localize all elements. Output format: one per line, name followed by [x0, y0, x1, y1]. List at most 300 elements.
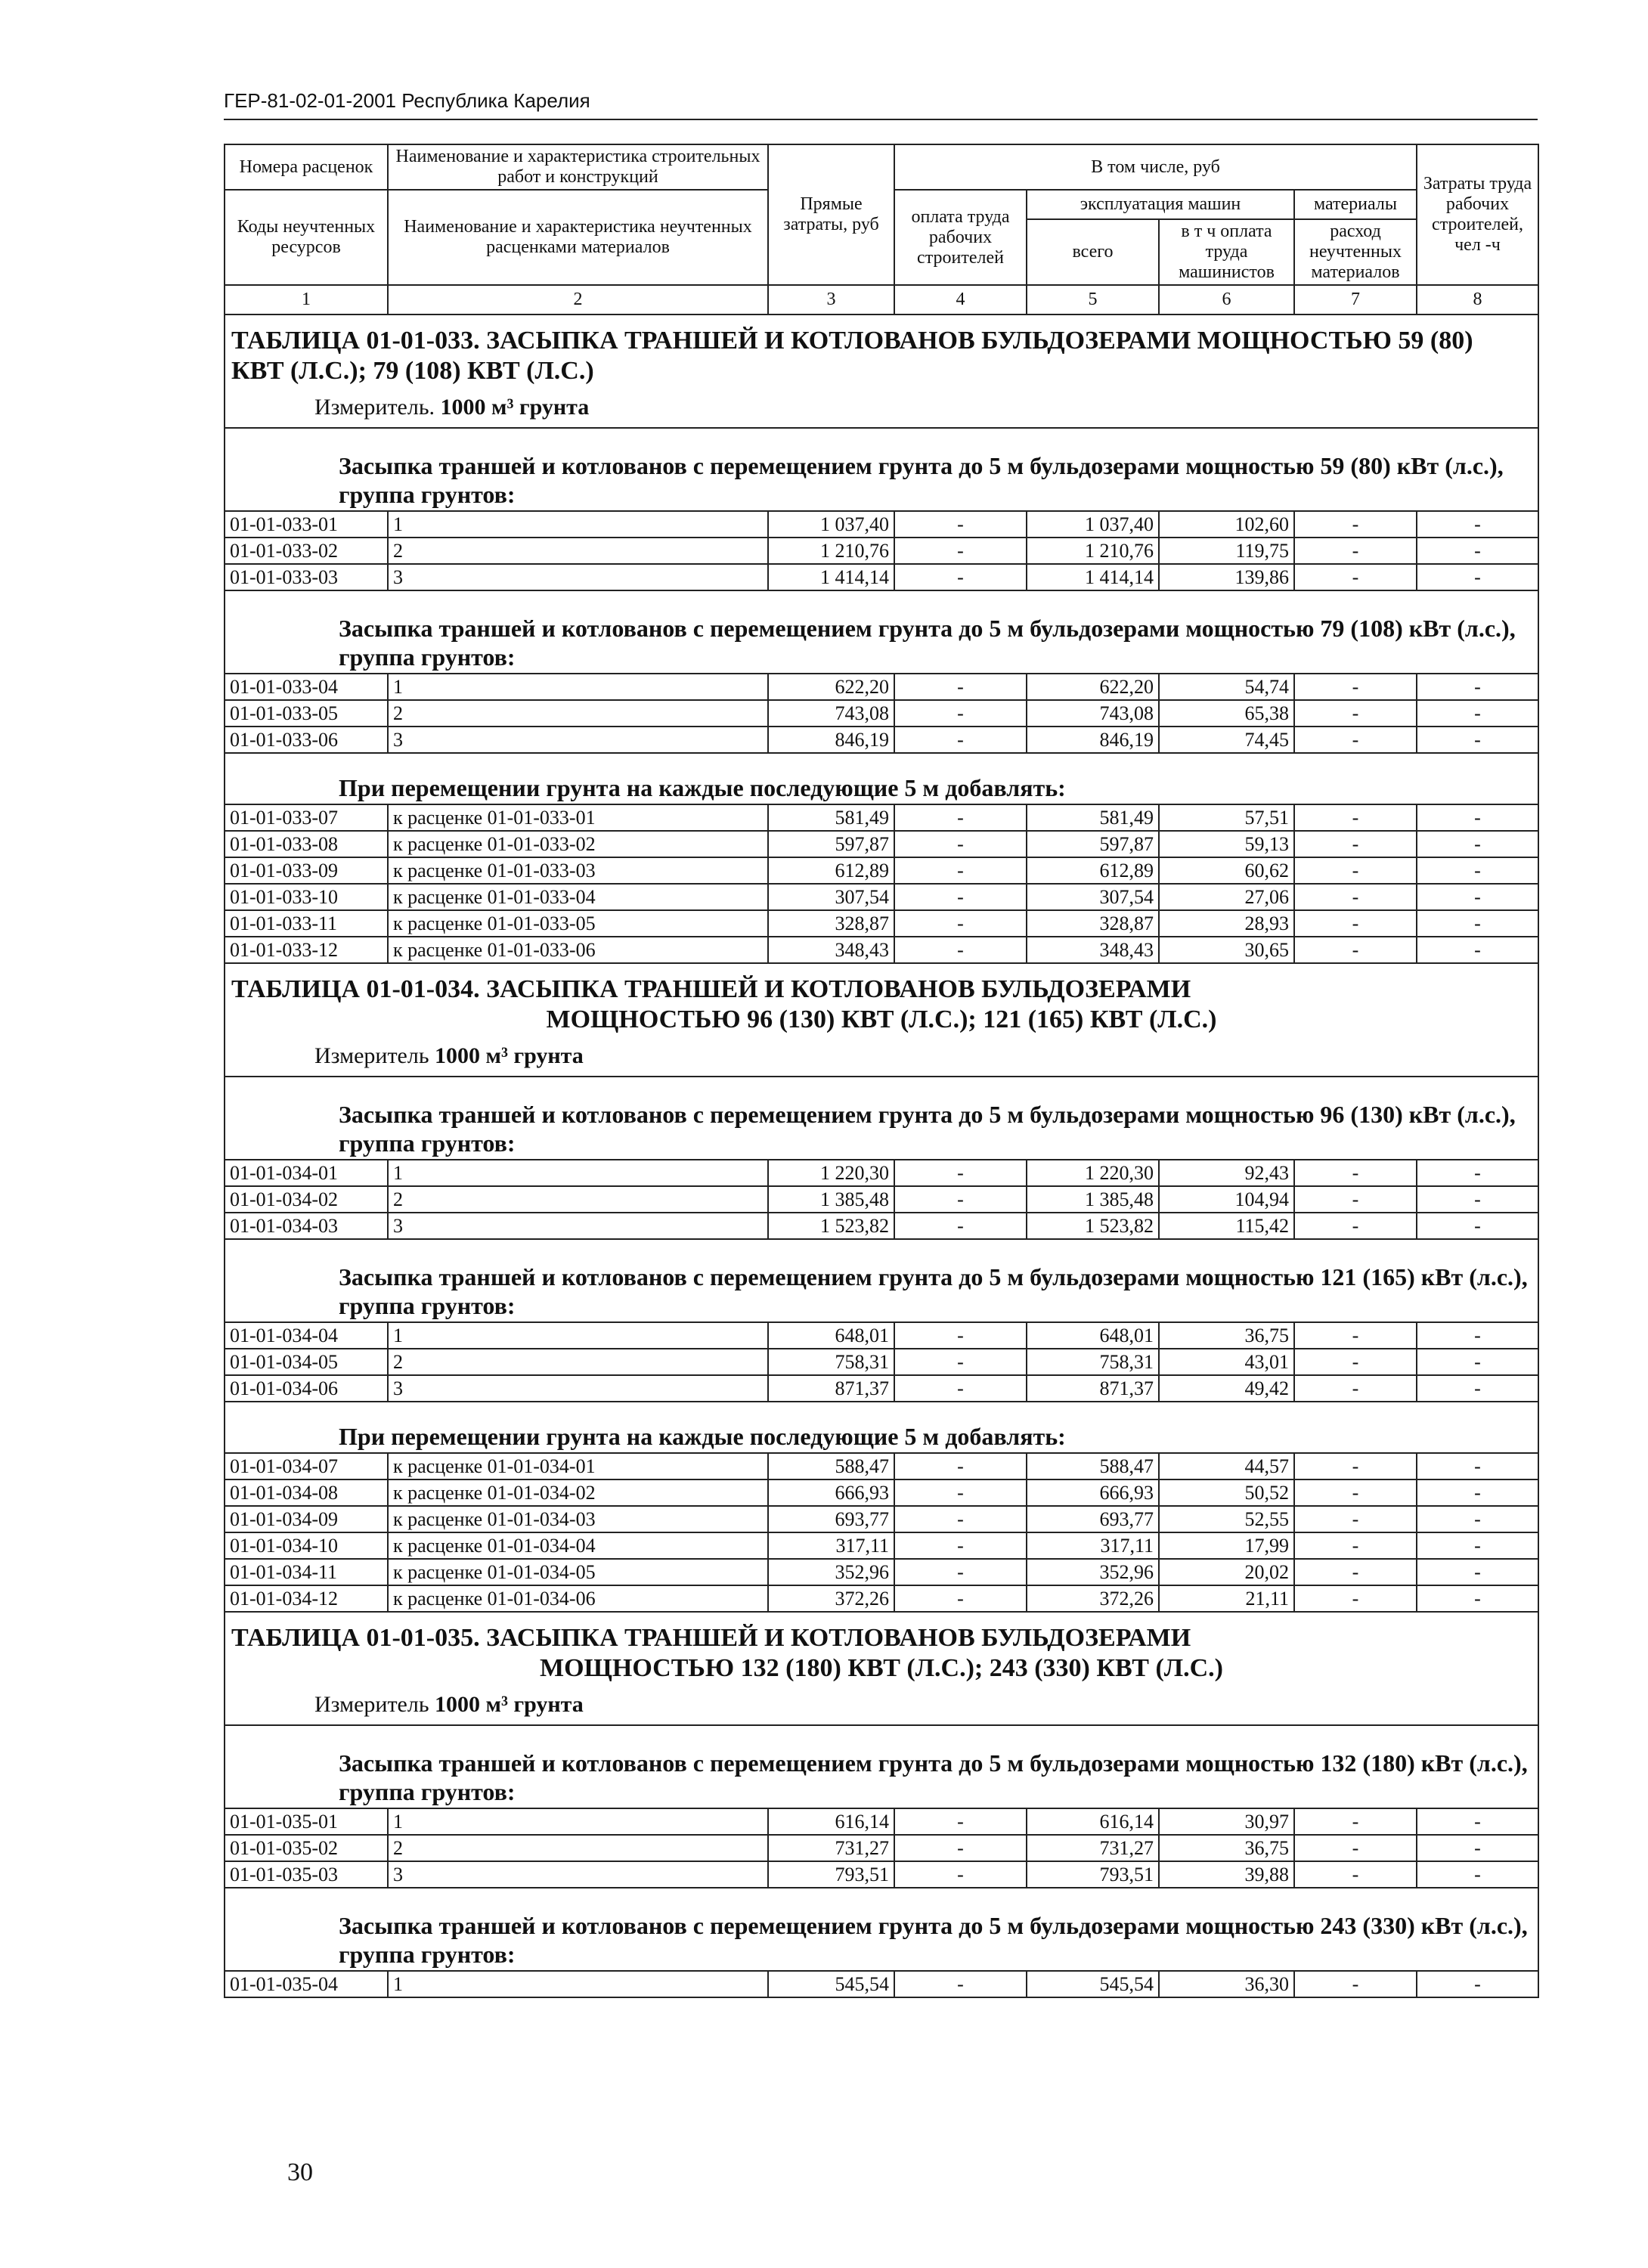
materials-cell: -: [1294, 1186, 1417, 1213]
table-row: [225, 1453, 1538, 1479]
operators-cost-cell: 139,86: [1159, 564, 1294, 590]
table-row: [225, 1506, 1538, 1532]
operators-cost-cell: 52,55: [1159, 1506, 1294, 1532]
rate-code-cell: 01-01-033-01: [225, 511, 388, 538]
table-row: [225, 1532, 1538, 1559]
materials-cell: -: [1294, 1971, 1417, 1997]
machines-cost-cell: 588,47: [1027, 1453, 1159, 1479]
labor-hours-cell: -: [1417, 1160, 1538, 1186]
table-row: [225, 1861, 1538, 1888]
table-row: [225, 727, 1538, 753]
machines-cost-cell: 648,01: [1027, 1322, 1159, 1349]
machines-cost-cell: 307,54: [1027, 884, 1159, 910]
rate-name-cell: 2: [388, 1835, 768, 1861]
machines-cost-cell: 597,87: [1027, 831, 1159, 857]
labor-cost-cell: -: [894, 564, 1027, 590]
direct-cost-cell: 588,47: [768, 1453, 894, 1479]
rate-code-cell: 01-01-034-11: [225, 1559, 388, 1585]
direct-cost-cell: 648,01: [768, 1322, 894, 1349]
direct-cost-cell: 1 210,76: [768, 538, 894, 564]
machines-cost-cell: 1 037,40: [1027, 511, 1159, 538]
rate-code-cell: 01-01-034-04: [225, 1322, 388, 1349]
section-heading: Засыпка траншей и котлованов с перемещением грунта до 5 м бульдозерами мощностью 79 (108) кВт (л.с.), группа грунтов:: [225, 590, 1538, 674]
materials-cell: -: [1294, 1349, 1417, 1375]
labor-cost-cell: -: [894, 1559, 1027, 1585]
materials-cell: -: [1294, 564, 1417, 590]
measure-line: [231, 1690, 1532, 1720]
table-row: [225, 1375, 1538, 1402]
table-row: [225, 857, 1538, 884]
section-heading-row: [225, 1402, 1538, 1453]
rate-code-cell: 01-01-034-08: [225, 1479, 388, 1506]
labor-cost-cell: -: [894, 937, 1027, 963]
labor-cost-cell: -: [894, 1186, 1027, 1213]
rate-code-cell: 01-01-034-10: [225, 1532, 388, 1559]
direct-cost-cell: 1 523,82: [768, 1213, 894, 1239]
table-title-row: [225, 963, 1538, 1077]
labor-hours-cell: -: [1417, 804, 1538, 831]
materials-cell: -: [1294, 1453, 1417, 1479]
labor-hours-cell: -: [1417, 1506, 1538, 1532]
measure-line: [231, 392, 1532, 423]
header-group-total: В том числе, руб: [894, 144, 1417, 190]
measure-label: Измеритель: [314, 1043, 429, 1068]
col-number: 6: [1159, 285, 1294, 314]
materials-cell: -: [1294, 1835, 1417, 1861]
rate-code-cell: 01-01-035-02: [225, 1835, 388, 1861]
header-col4: оплата труда рабочих строителей: [894, 190, 1027, 285]
section-heading: При перемещении грунта на каждые последующие 5 м добавлять:: [225, 753, 1538, 804]
operators-cost-cell: 30,97: [1159, 1808, 1294, 1835]
materials-cell: -: [1294, 1585, 1417, 1612]
operators-cost-cell: 65,38: [1159, 700, 1294, 727]
rate-name-cell: к расценке 01-01-033-06: [388, 937, 768, 963]
rate-code-cell: 01-01-033-10: [225, 884, 388, 910]
rate-code-cell: 01-01-034-05: [225, 1349, 388, 1375]
rate-name-cell: к расценке 01-01-033-02: [388, 831, 768, 857]
rate-code-cell: 01-01-035-04: [225, 1971, 388, 1997]
labor-cost-cell: -: [894, 884, 1027, 910]
machines-cost-cell: 545,54: [1027, 1971, 1159, 1997]
rate-code-cell: 01-01-033-11: [225, 910, 388, 937]
operators-cost-cell: 36,75: [1159, 1322, 1294, 1349]
machines-cost-cell: 871,37: [1027, 1375, 1159, 1402]
labor-hours-cell: -: [1417, 1453, 1538, 1479]
table-title-row: [225, 314, 1538, 428]
direct-cost-cell: 731,27: [768, 1835, 894, 1861]
labor-hours-cell: -: [1417, 910, 1538, 937]
labor-hours-cell: -: [1417, 674, 1538, 700]
rate-name-cell: 2: [388, 538, 768, 564]
header-group-materials: материалы: [1294, 190, 1417, 219]
machines-cost-cell: 793,51: [1027, 1861, 1159, 1888]
direct-cost-cell: 1 220,30: [768, 1160, 894, 1186]
labor-cost-cell: -: [894, 804, 1027, 831]
section-heading: Засыпка траншей и котлованов с перемещением грунта до 5 м бульдозерами мощностью 96 (130) кВт (л.с.), группа грунтов:: [225, 1077, 1538, 1160]
materials-cell: -: [1294, 1160, 1417, 1186]
operators-cost-cell: 36,30: [1159, 1971, 1294, 1997]
header-rule: [224, 119, 1538, 120]
table-title: [225, 314, 1538, 428]
labor-hours-cell: -: [1417, 1971, 1538, 1997]
rate-name-cell: 1: [388, 511, 768, 538]
rate-code-cell: 01-01-034-07: [225, 1453, 388, 1479]
direct-cost-cell: 348,43: [768, 937, 894, 963]
materials-cell: -: [1294, 700, 1417, 727]
labor-cost-cell: -: [894, 857, 1027, 884]
rate-name-cell: к расценке 01-01-034-04: [388, 1532, 768, 1559]
labor-cost-cell: -: [894, 700, 1027, 727]
measure-line: [231, 1041, 1532, 1071]
labor-cost-cell: -: [894, 1453, 1027, 1479]
rate-code-cell: 01-01-033-03: [225, 564, 388, 590]
direct-cost-cell: 871,37: [768, 1375, 894, 1402]
direct-cost-cell: 622,20: [768, 674, 894, 700]
table-row: [225, 1971, 1538, 1997]
measure-label: Измеритель: [314, 1692, 429, 1717]
table-row: [225, 1835, 1538, 1861]
labor-cost-cell: -: [894, 831, 1027, 857]
rate-code-cell: 01-01-035-03: [225, 1861, 388, 1888]
table-row: [225, 910, 1538, 937]
header-col5: всего: [1027, 219, 1159, 285]
labor-hours-cell: -: [1417, 1213, 1538, 1239]
labor-hours-cell: -: [1417, 1375, 1538, 1402]
section-heading-row: [225, 590, 1538, 674]
table-title: [225, 1612, 1538, 1725]
table-row: [225, 1213, 1538, 1239]
labor-cost-cell: -: [894, 538, 1027, 564]
labor-cost-cell: -: [894, 1479, 1027, 1506]
machines-cost-cell: 317,11: [1027, 1532, 1159, 1559]
table-title-line1: ТАБЛИЦА 01-01-034. ЗАСЫПКА ТРАНШЕЙ И КОТЛОВАНОВ БУЛЬДОЗЕРАМИ: [231, 975, 1191, 1003]
rate-name-cell: 2: [388, 1349, 768, 1375]
section-heading-row: [225, 428, 1538, 511]
machines-cost-cell: 1 210,76: [1027, 538, 1159, 564]
rate-name-cell: 3: [388, 564, 768, 590]
table-row: [225, 674, 1538, 700]
labor-cost-cell: -: [894, 727, 1027, 753]
materials-cell: -: [1294, 538, 1417, 564]
rate-code-cell: 01-01-034-02: [225, 1186, 388, 1213]
labor-hours-cell: -: [1417, 1322, 1538, 1349]
rate-name-cell: 1: [388, 1160, 768, 1186]
rate-code-cell: 01-01-034-06: [225, 1375, 388, 1402]
col-number: 5: [1027, 285, 1159, 314]
rate-name-cell: 1: [388, 674, 768, 700]
labor-hours-cell: -: [1417, 937, 1538, 963]
direct-cost-cell: 352,96: [768, 1559, 894, 1585]
col-number: 7: [1294, 285, 1417, 314]
col-number: 4: [894, 285, 1027, 314]
section-heading-row: [225, 1239, 1538, 1322]
labor-cost-cell: -: [894, 1322, 1027, 1349]
machines-cost-cell: 743,08: [1027, 700, 1159, 727]
materials-cell: -: [1294, 1532, 1417, 1559]
measure-value: 1000 м³ грунта: [440, 395, 590, 420]
direct-cost-cell: 317,11: [768, 1532, 894, 1559]
table-row: [225, 1808, 1538, 1835]
table-header: [225, 144, 1538, 314]
machines-cost-cell: 666,93: [1027, 1479, 1159, 1506]
materials-cell: -: [1294, 1559, 1417, 1585]
materials-cell: -: [1294, 1322, 1417, 1349]
labor-hours-cell: -: [1417, 1559, 1538, 1585]
direct-cost-cell: 793,51: [768, 1861, 894, 1888]
operators-cost-cell: 119,75: [1159, 538, 1294, 564]
section-heading: Засыпка траншей и котлованов с перемещением грунта до 5 м бульдозерами мощностью 121 (165) кВт (л.с.), группа грунтов:: [225, 1239, 1538, 1322]
machines-cost-cell: 352,96: [1027, 1559, 1159, 1585]
operators-cost-cell: 17,99: [1159, 1532, 1294, 1559]
operators-cost-cell: 50,52: [1159, 1479, 1294, 1506]
rate-name-cell: 1: [388, 1808, 768, 1835]
labor-hours-cell: -: [1417, 564, 1538, 590]
direct-cost-cell: 616,14: [768, 1808, 894, 1835]
labor-hours-cell: -: [1417, 1349, 1538, 1375]
labor-cost-cell: -: [894, 1808, 1027, 1835]
direct-cost-cell: 597,87: [768, 831, 894, 857]
labor-cost-cell: -: [894, 1160, 1027, 1186]
labor-hours-cell: -: [1417, 1835, 1538, 1861]
materials-cell: -: [1294, 1213, 1417, 1239]
machines-cost-cell: 622,20: [1027, 674, 1159, 700]
table-row: [225, 1349, 1538, 1375]
table-row: [225, 804, 1538, 831]
labor-hours-cell: -: [1417, 1808, 1538, 1835]
table-title-line2: МОЩНОСТЬЮ 132 (180) КВТ (Л.С.); 243 (330) КВТ (Л.С.): [540, 1654, 1223, 1682]
direct-cost-cell: 612,89: [768, 857, 894, 884]
materials-cell: -: [1294, 674, 1417, 700]
measure-value: 1000 м³ грунта: [435, 1692, 584, 1717]
operators-cost-cell: 43,01: [1159, 1349, 1294, 1375]
materials-cell: -: [1294, 1506, 1417, 1532]
labor-hours-cell: -: [1417, 1861, 1538, 1888]
labor-hours-cell: -: [1417, 1186, 1538, 1213]
materials-cell: -: [1294, 804, 1417, 831]
page-header: ГЕР-81-02-01-2001 Республика Карелия: [224, 89, 590, 112]
direct-cost-cell: 581,49: [768, 804, 894, 831]
labor-cost-cell: -: [894, 1349, 1027, 1375]
operators-cost-cell: 30,65: [1159, 937, 1294, 963]
labor-cost-cell: -: [894, 1971, 1027, 1997]
table-title: [225, 963, 1538, 1077]
labor-hours-cell: -: [1417, 700, 1538, 727]
rate-name-cell: к расценке 01-01-034-01: [388, 1453, 768, 1479]
rate-name-cell: к расценке 01-01-033-03: [388, 857, 768, 884]
machines-cost-cell: 612,89: [1027, 857, 1159, 884]
labor-hours-cell: -: [1417, 884, 1538, 910]
table-row: [225, 831, 1538, 857]
rate-name-cell: 1: [388, 1322, 768, 1349]
machines-cost-cell: 693,77: [1027, 1506, 1159, 1532]
rate-code-cell: 01-01-033-06: [225, 727, 388, 753]
labor-hours-cell: -: [1417, 511, 1538, 538]
machines-cost-cell: 372,26: [1027, 1585, 1159, 1612]
rate-name-cell: 2: [388, 1186, 768, 1213]
materials-cell: -: [1294, 1375, 1417, 1402]
table-row: [225, 1479, 1538, 1506]
rate-name-cell: 3: [388, 1375, 768, 1402]
rate-code-cell: 01-01-035-01: [225, 1808, 388, 1835]
section-heading: При перемещении грунта на каждые последующие 5 м добавлять:: [225, 1402, 1538, 1453]
labor-cost-cell: -: [894, 1375, 1027, 1402]
rate-name-cell: 3: [388, 727, 768, 753]
table-row: [225, 700, 1538, 727]
direct-cost-cell: 758,31: [768, 1349, 894, 1375]
table-row: [225, 538, 1538, 564]
operators-cost-cell: 39,88: [1159, 1861, 1294, 1888]
rate-code-cell: 01-01-034-09: [225, 1506, 388, 1532]
operators-cost-cell: 54,74: [1159, 674, 1294, 700]
machines-cost-cell: 348,43: [1027, 937, 1159, 963]
rate-name-cell: 2: [388, 700, 768, 727]
rate-name-cell: к расценке 01-01-034-05: [388, 1559, 768, 1585]
rate-code-cell: 01-01-033-02: [225, 538, 388, 564]
direct-cost-cell: 1 385,48: [768, 1186, 894, 1213]
operators-cost-cell: 104,94: [1159, 1186, 1294, 1213]
labor-hours-cell: -: [1417, 538, 1538, 564]
labor-hours-cell: -: [1417, 857, 1538, 884]
col-number: 2: [388, 285, 768, 314]
operators-cost-cell: 44,57: [1159, 1453, 1294, 1479]
materials-cell: -: [1294, 857, 1417, 884]
operators-cost-cell: 115,42: [1159, 1213, 1294, 1239]
table-row: [225, 1559, 1538, 1585]
header-col1-top: Номера расценок: [225, 144, 388, 190]
rate-code-cell: 01-01-034-12: [225, 1585, 388, 1612]
materials-cell: -: [1294, 1808, 1417, 1835]
labor-hours-cell: -: [1417, 1585, 1538, 1612]
page-number: 30: [287, 2158, 313, 2186]
direct-cost-cell: 693,77: [768, 1506, 894, 1532]
machines-cost-cell: 731,27: [1027, 1835, 1159, 1861]
direct-cost-cell: 743,08: [768, 700, 894, 727]
section-heading: Засыпка траншей и котлованов с перемещением грунта до 5 м бульдозерами мощностью 132 (180) кВт (л.с.), группа грунтов:: [225, 1725, 1538, 1808]
table-row: [225, 1322, 1538, 1349]
header-col1-bottom: Коды неучтенных ресурсов: [225, 190, 388, 285]
rate-name-cell: к расценке 01-01-033-04: [388, 884, 768, 910]
rate-code-cell: 01-01-033-09: [225, 857, 388, 884]
materials-cell: -: [1294, 1861, 1417, 1888]
direct-cost-cell: 666,93: [768, 1479, 894, 1506]
machines-cost-cell: 1 523,82: [1027, 1213, 1159, 1239]
labor-cost-cell: -: [894, 1532, 1027, 1559]
labor-hours-cell: -: [1417, 831, 1538, 857]
labor-cost-cell: -: [894, 910, 1027, 937]
machines-cost-cell: 616,14: [1027, 1808, 1159, 1835]
labor-cost-cell: -: [894, 511, 1027, 538]
rate-name-cell: 3: [388, 1861, 768, 1888]
machines-cost-cell: 328,87: [1027, 910, 1159, 937]
labor-cost-cell: -: [894, 1585, 1027, 1612]
operators-cost-cell: 92,43: [1159, 1160, 1294, 1186]
table-title-line1: ТАБЛИЦА 01-01-035. ЗАСЫПКА ТРАНШЕЙ И КОТЛОВАНОВ БУЛЬДОЗЕРАМИ: [231, 1624, 1191, 1652]
rate-code-cell: 01-01-034-03: [225, 1213, 388, 1239]
table-title-text: ТАБЛИЦА 01-01-033. ЗАСЫПКА ТРАНШЕЙ И КОТЛОВАНОВ БУЛЬДОЗЕРАМИ МОЩНОСТЬЮ 59 (80) КВТ (Л.С.); 79 (108) КВТ (Л.С.): [231, 327, 1473, 385]
materials-cell: -: [1294, 511, 1417, 538]
rate-code-cell: 01-01-033-07: [225, 804, 388, 831]
col-number: 1: [225, 285, 388, 314]
table-row: [225, 937, 1538, 963]
section-heading-row: [225, 1077, 1538, 1160]
rate-name-cell: 3: [388, 1213, 768, 1239]
operators-cost-cell: 27,06: [1159, 884, 1294, 910]
labor-hours-cell: -: [1417, 1532, 1538, 1559]
operators-cost-cell: 36,75: [1159, 1835, 1294, 1861]
labor-cost-cell: -: [894, 674, 1027, 700]
rate-name-cell: к расценке 01-01-034-02: [388, 1479, 768, 1506]
section-heading-row: [225, 753, 1538, 804]
rate-code-cell: 01-01-033-08: [225, 831, 388, 857]
materials-cell: -: [1294, 1479, 1417, 1506]
materials-cell: -: [1294, 727, 1417, 753]
rate-name-cell: к расценке 01-01-033-01: [388, 804, 768, 831]
operators-cost-cell: 21,11: [1159, 1585, 1294, 1612]
machines-cost-cell: 1 220,30: [1027, 1160, 1159, 1186]
table-row: [225, 564, 1538, 590]
machines-cost-cell: 1 414,14: [1027, 564, 1159, 590]
table-title-row: [225, 1612, 1538, 1725]
operators-cost-cell: 74,45: [1159, 727, 1294, 753]
machines-cost-cell: 1 385,48: [1027, 1186, 1159, 1213]
price-table: [224, 144, 1539, 1998]
header-group-machines: эксплуатация машин: [1027, 190, 1294, 219]
col-number: 8: [1417, 285, 1538, 314]
section-heading: Засыпка траншей и котлованов с перемещением грунта до 5 м бульдозерами мощностью 243 (330) кВт (л.с.), группа грунтов:: [225, 1888, 1538, 1971]
operators-cost-cell: 28,93: [1159, 910, 1294, 937]
header-col8: Затраты труда рабочих строителей, чел -ч: [1417, 144, 1538, 285]
rate-name-cell: к расценке 01-01-034-06: [388, 1585, 768, 1612]
materials-cell: -: [1294, 831, 1417, 857]
section-heading-row: [225, 1888, 1538, 1971]
operators-cost-cell: 49,42: [1159, 1375, 1294, 1402]
machines-cost-cell: 581,49: [1027, 804, 1159, 831]
operators-cost-cell: 20,02: [1159, 1559, 1294, 1585]
labor-cost-cell: -: [894, 1835, 1027, 1861]
table-row: [225, 884, 1538, 910]
labor-cost-cell: -: [894, 1506, 1027, 1532]
section-heading: Засыпка траншей и котлованов с перемещением грунта до 5 м бульдозерами мощностью 59 (80) кВт (л.с.), группа грунтов:: [225, 428, 1538, 511]
direct-cost-cell: 545,54: [768, 1971, 894, 1997]
direct-cost-cell: 1 414,14: [768, 564, 894, 590]
materials-cell: -: [1294, 910, 1417, 937]
rate-code-cell: 01-01-033-05: [225, 700, 388, 727]
table-row: [225, 1186, 1538, 1213]
header-col6: в т ч оплата труда машинистов: [1159, 219, 1294, 285]
header-col3: Прямые затраты, руб: [768, 144, 894, 285]
rate-name-cell: 1: [388, 1971, 768, 1997]
rate-name-cell: к расценке 01-01-034-03: [388, 1506, 768, 1532]
machines-cost-cell: 846,19: [1027, 727, 1159, 753]
materials-cell: -: [1294, 937, 1417, 963]
section-heading-row: [225, 1725, 1538, 1808]
header-col2-bottom: Наименование и характеристика неучтенных расценками материалов: [388, 190, 768, 285]
direct-cost-cell: 307,54: [768, 884, 894, 910]
header-col2-top: Наименование и характеристика строительных работ и конструкций: [388, 144, 768, 190]
header-col7: расход неучтенных материалов: [1294, 219, 1417, 285]
labor-hours-cell: -: [1417, 1479, 1538, 1506]
table-row: [225, 511, 1538, 538]
measure-label: Измеритель.: [314, 395, 435, 420]
direct-cost-cell: 846,19: [768, 727, 894, 753]
labor-cost-cell: -: [894, 1213, 1027, 1239]
measure-value: 1000 м³ грунта: [435, 1043, 584, 1068]
rate-code-cell: 01-01-033-04: [225, 674, 388, 700]
labor-cost-cell: -: [894, 1861, 1027, 1888]
machines-cost-cell: 758,31: [1027, 1349, 1159, 1375]
rate-code-cell: 01-01-034-01: [225, 1160, 388, 1186]
rate-code-cell: 01-01-033-12: [225, 937, 388, 963]
